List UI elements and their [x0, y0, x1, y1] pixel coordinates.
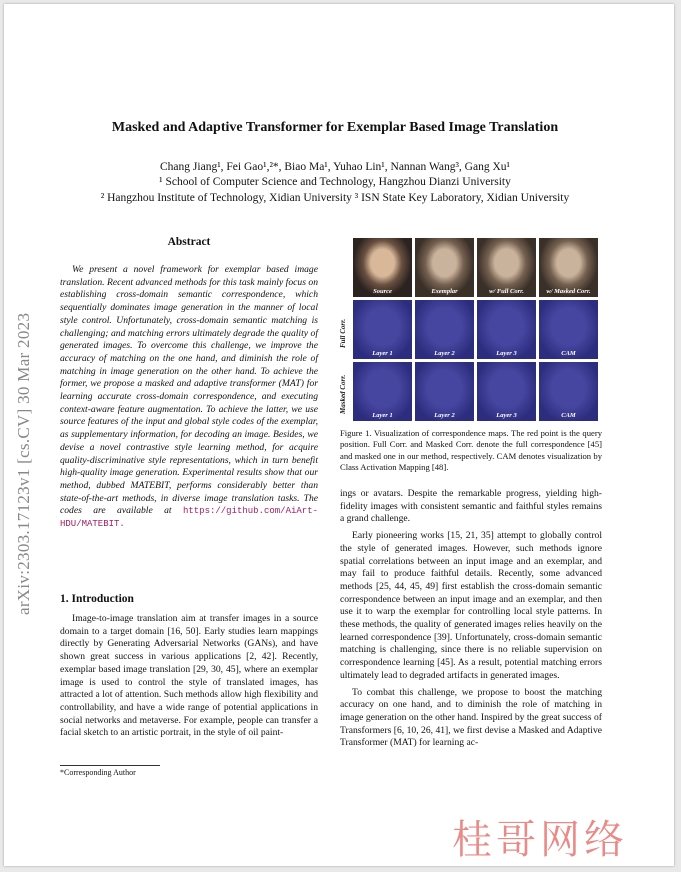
full-corr-map	[415, 300, 474, 359]
figure-label: CAM	[561, 412, 576, 419]
watermark: 桂哥网络	[452, 817, 628, 863]
row-label-masked-corr: Masked Corr.	[339, 374, 347, 414]
abstract-text: We present a novel framework for exemplar based image translation. Recent advanced methods for this task mainly focus on establishing cross-domain semantic correspondence, which sequentially dominates image generation in the manner of local style control. Unfortunately, cross-domain semantic matching is challenging; and matching errors ultimately degrade the quality of generated images. To overcome this challenge, we improve the accuracy of matching on the one hand, and diminish the role of matching in image generation on the other hand. To achieve the former, we propose a masked and adaptive transformer (MAT) for learning accurate cross-domain correspondence, and executing context-aware feature augmentation. To achieve the latter, we use source features of the input and global style codes of the exemplar, as supplementary information, for decoding an image. Besides, we devise a novel contrastive style learning method, for acquire quality-discriminative style representations, which in turn benefit high-quality image generation. Experimental results show that our method, dubbed MATEBIT, performs considerably better than state-of-the-art methods, in diverse image translation tasks. The codes are available at	[60, 264, 318, 517]
full-corr-map	[539, 300, 598, 359]
right-column-body	[340, 488, 602, 750]
figure-label: w/ Masked Corr.	[546, 288, 591, 295]
intro-paragraph: Image-to-image translation aim at transfer images in a source domain to a target domain [16, 50]. Early studies learn mappings directly by Generating Adversarial Networks (GANs), and have shown great success in various applications [2, 42]. Recently, exemplar based image translation [29, 30, 45], where an exemplar image is used to control the style of translated images, has attracted a lot of attention. Such methods allow high flexibility and controllability, and have a wide range of potential applications in social networks and metaverse. For example, people can transfer a facial sketch to an artistic portrait, in the style of oil paint-	[60, 613, 318, 739]
paragraph: Early pioneering works [15, 21, 35] attempt to globally control the style of generated images. However, such methods ignore spatial correlations between an input image and an exemplar, and may fail to produce faithful details. Recently, some advanced methods [25, 44, 45, 49] first establish the cross-domain semantic correspondence between an input image and an exemplar, and then use it to warp the exemplar for controlling local style patterns. In these methods, the quality of generated images relies heavily on the learned correspondence [39]. Unfortunately, cross-domain semantic matching is challenging, since there is no reliable supervision on correspondence learning [45]. As a result, potential matching errors ultimately lead to degraded artifacts in generated images.	[340, 530, 602, 681]
figure-label: Layer 2	[434, 412, 455, 419]
arxiv-identifier: arXiv:2303.17123v1 [cs.CV] 30 Mar 2023	[14, 312, 33, 615]
source-image	[353, 238, 412, 297]
author-list: Chang Jiang¹, Fei Gao¹,²*, Biao Ma¹, Yuhao Lin¹, Nannan Wang³, Gang Xu¹	[160, 161, 510, 173]
footnote-divider	[60, 765, 160, 766]
exemplar-image	[415, 238, 474, 297]
masked-corr-result	[539, 238, 598, 297]
full-corr-result	[477, 238, 536, 297]
figure-label: Layer 3	[496, 350, 517, 357]
masked-corr-map	[477, 362, 536, 421]
introduction-body	[60, 613, 318, 740]
affiliation-1: ¹ School of Computer Science and Technology, Hangzhou Dianzi University	[159, 176, 511, 188]
affiliation-2: ² Hangzhou Institute of Technology, Xidian University ³ ISN State Key Laboratory, Xidian University	[100, 192, 570, 204]
paper-title: Masked and Adaptive Transformer for Exemplar Based Image Translation	[111, 120, 559, 135]
introduction-heading: 1. Introduction	[60, 593, 134, 605]
footnote: *Corresponding Author	[60, 768, 136, 777]
masked-corr-map	[539, 362, 598, 421]
row-label-full-corr: Full Corr.	[339, 318, 347, 348]
code-link[interactable]: https://github.com/AiArt-HDU/MATEBIT.	[60, 506, 318, 530]
figure-label: Layer 1	[372, 412, 393, 419]
full-corr-map	[477, 300, 536, 359]
full-corr-map	[353, 300, 412, 359]
figure-label: Source	[373, 288, 392, 295]
abstract-body	[60, 264, 318, 531]
figure-1	[353, 238, 603, 424]
abstract-heading: Abstract	[167, 236, 211, 248]
masked-corr-map	[353, 362, 412, 421]
continued-paragraph: ings or avatars. Despite the remarkable progress, yielding high-fidelity images with consistent semantic and faithful styles remains a grand challenge.	[340, 488, 602, 525]
figure-label: CAM	[561, 350, 576, 357]
figure-label: Layer 2	[434, 350, 455, 357]
figure-label: Exemplar	[431, 288, 458, 295]
figure-label: w/ Full Corr.	[489, 288, 524, 295]
figure-caption: Figure 1. Visualization of correspondence maps. The red point is the query position. Full Corr. and Masked Corr. denote the full correspondence [45] and masked one in our method, respectively. CAM denotes visualization by Class Activation Mapping [48].	[340, 428, 602, 473]
figure-label: Layer 1	[372, 350, 393, 357]
figure-label: Layer 3	[496, 412, 517, 419]
paragraph: To combat this challenge, we propose to boost the matching accuracy on one hand, and to diminish the role of matching in image generation on the other hand. Inspired by the great success of Transformers [6, 10, 26, 41], we first devise a Masked and Adaptive Transformer (MAT) for learning ac-	[340, 686, 602, 749]
masked-corr-map	[415, 362, 474, 421]
